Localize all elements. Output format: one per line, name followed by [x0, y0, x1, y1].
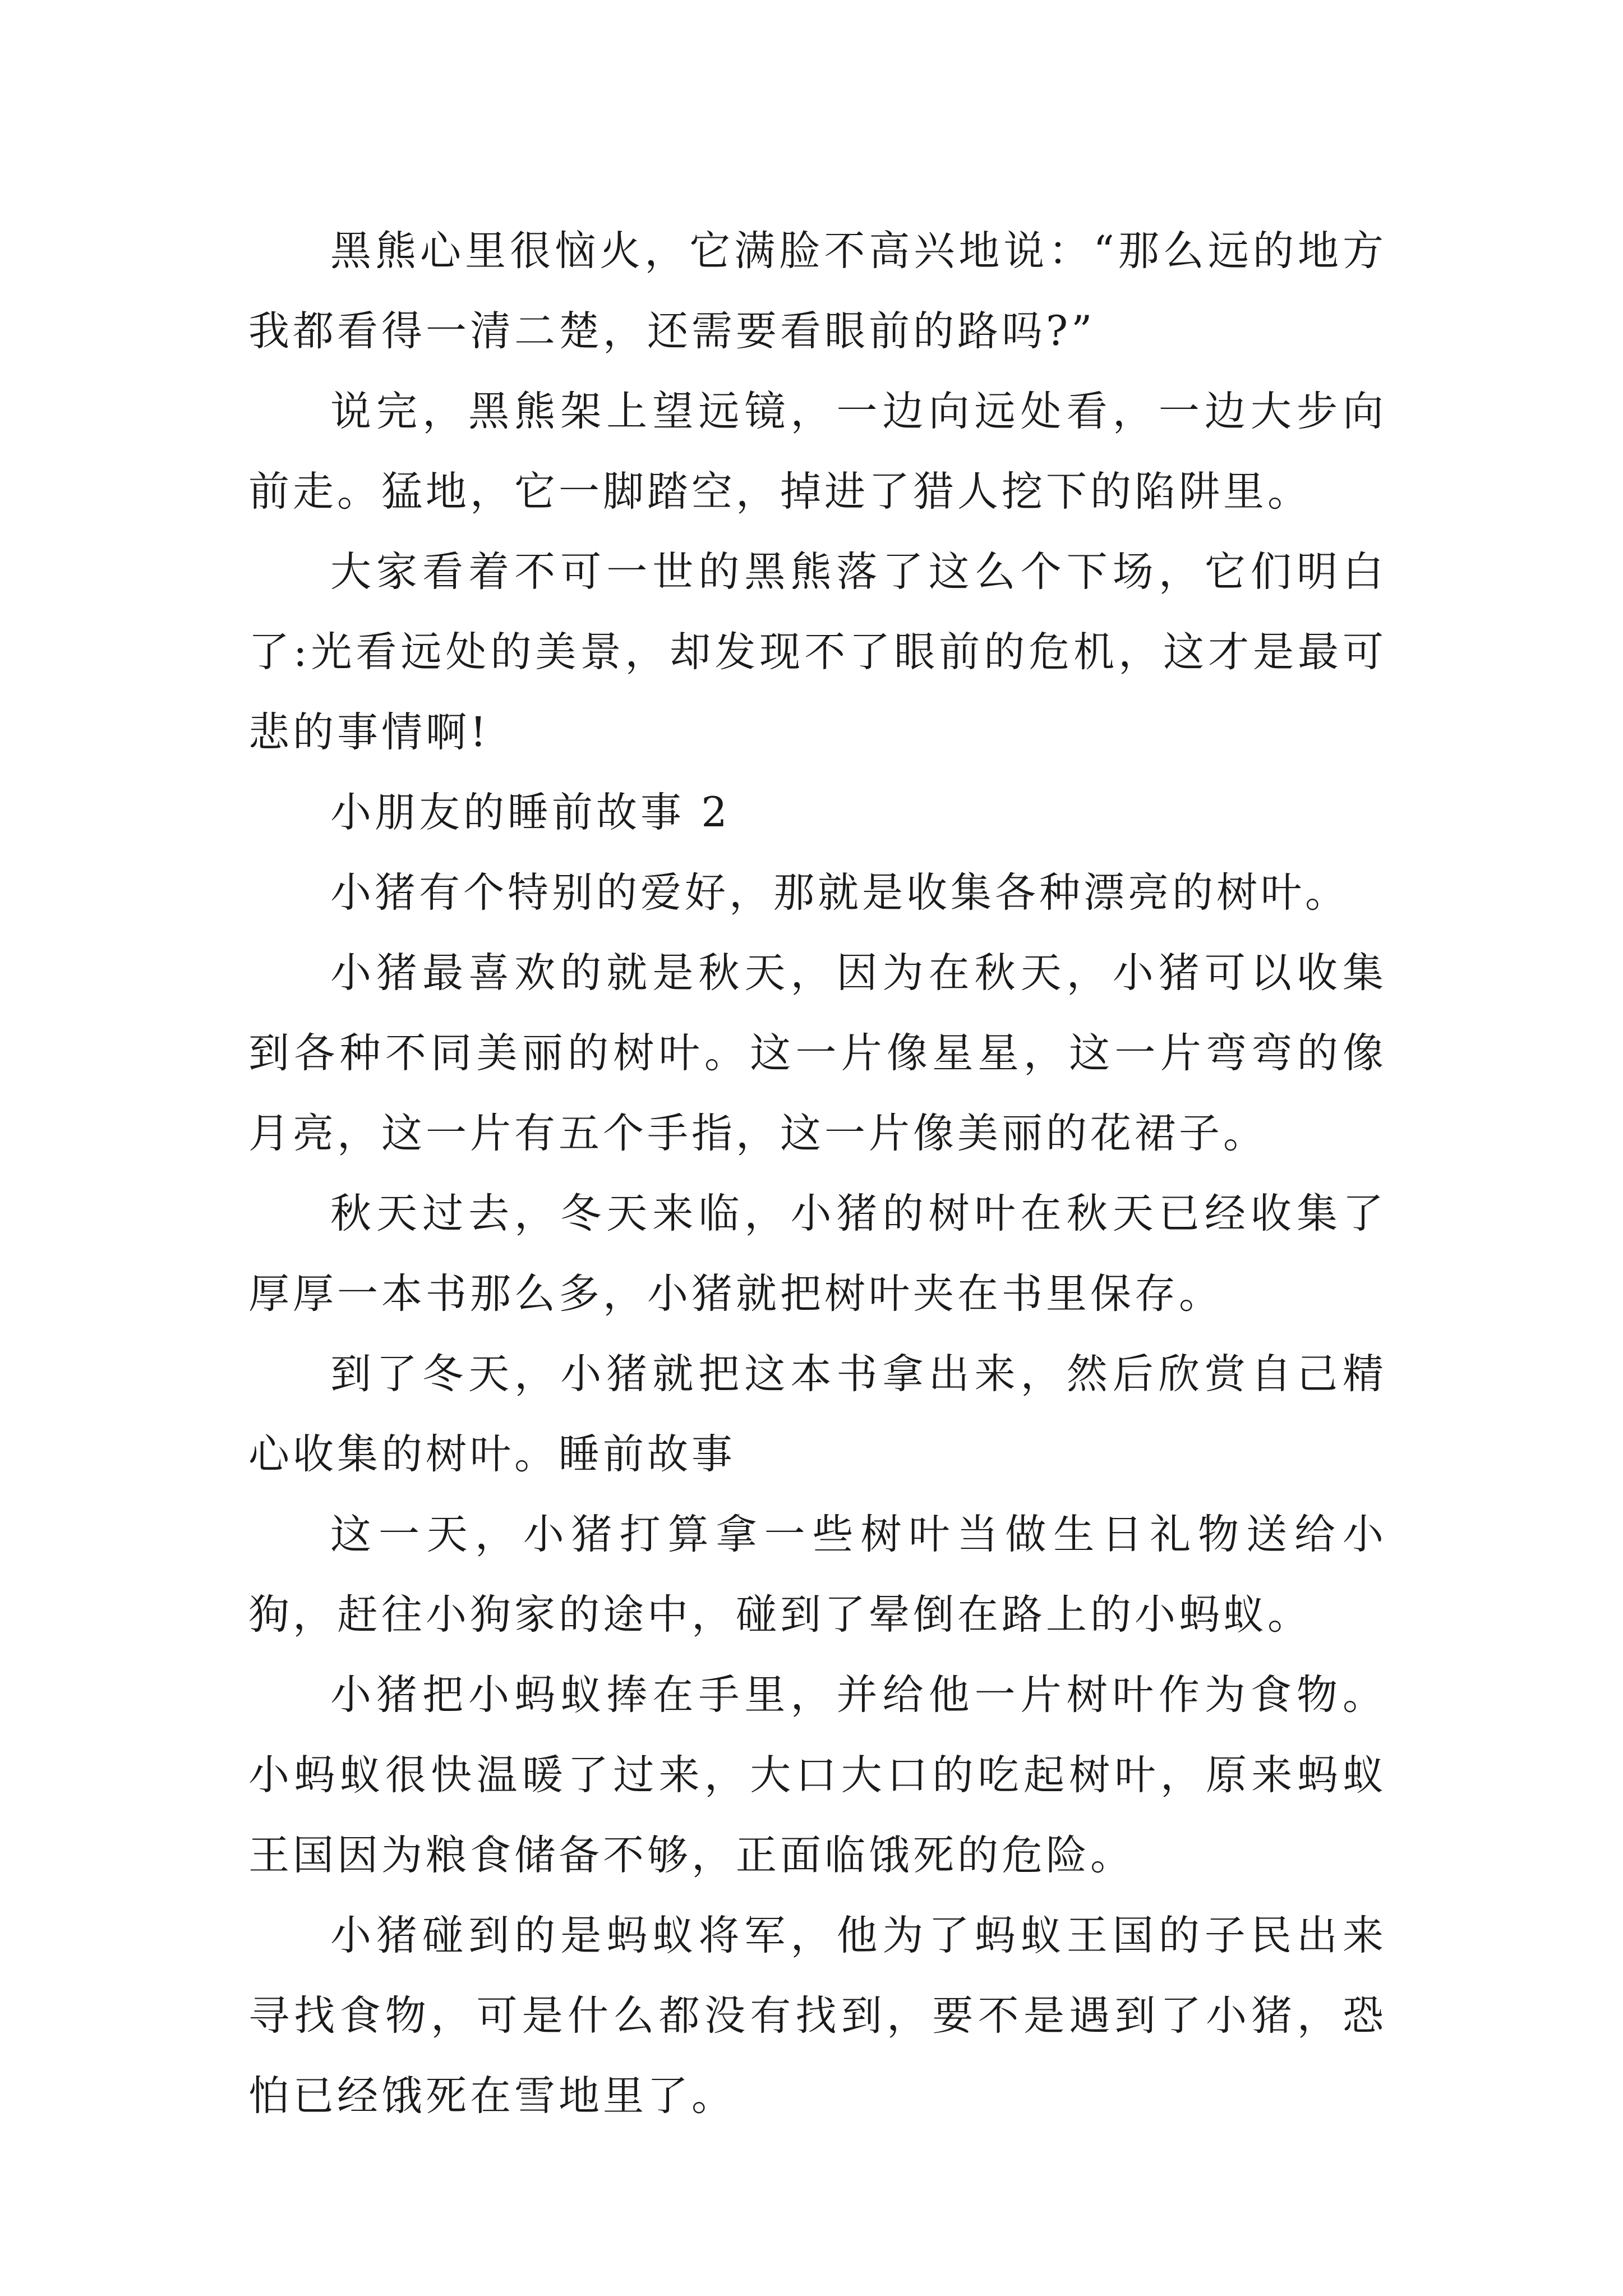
paragraph: 说完，黑熊架上望远镜，一边向远处看，一边大步向前走。猛地，它一脚踏空，掉进了猎人挖下的陷阱里。 — [248, 388, 1387, 516]
section-heading: 小朋友的睡前故事 2 — [330, 789, 731, 836]
paragraph: 小猪最喜欢的就是秋天，因为在秋天，小猪可以收集到各种不同美丽的树叶。这一片像星星，这一片弯弯的像月亮，这一片有五个手指，这一片像美丽的花裙子。 — [248, 949, 1387, 1157]
paragraph: 秋天过去，冬天来临，小猪的树叶在秋天已经收集了厚厚一本书那么多，小猪就把树叶夹在书里保存。 — [248, 1190, 1387, 1318]
paragraph: 小猪有个特别的爱好，那就是收集各种漂亮的树叶。 — [330, 869, 1349, 917]
paragraph: 小猪把小蚂蚁捧在手里，并给他一片树叶作为食物。小蚂蚁很快温暖了过来，大口大口的吃起树叶，原来蚂蚁王国因为粮食储备不够，正面临饿死的危险。 — [248, 1671, 1387, 1879]
paragraph: 大家看着不可一世的黑熊落了这么个下场，它们明白了:光看远处的美景，却发现不了眼前的危机，这才是最可悲的事情啊! — [248, 548, 1387, 756]
paragraph: 这一天，小猪打算拿一些树叶当做生日礼物送给小狗，赶往小狗家的途中，碰到了晕倒在路上的小蚂蚁。 — [248, 1511, 1387, 1639]
paragraph: 黑熊心里很恼火，它满脸不高兴地说：“那么远的地方我都看得一清二楚，还需要看眼前的路吗?” — [248, 227, 1387, 355]
paragraph: 小猪碰到的是蚂蚁将军，他为了蚂蚁王国的子民出来寻找食物，可是什么都没有找到，要不是遇到了小猪，恐怕已经饿死在雪地里了。 — [248, 1912, 1387, 2120]
document-body — [248, 211, 1387, 2136]
paragraph: 到了冬天，小猪就把这本书拿出来，然后欣赏自己精心收集的树叶。睡前故事 — [248, 1350, 1387, 1478]
